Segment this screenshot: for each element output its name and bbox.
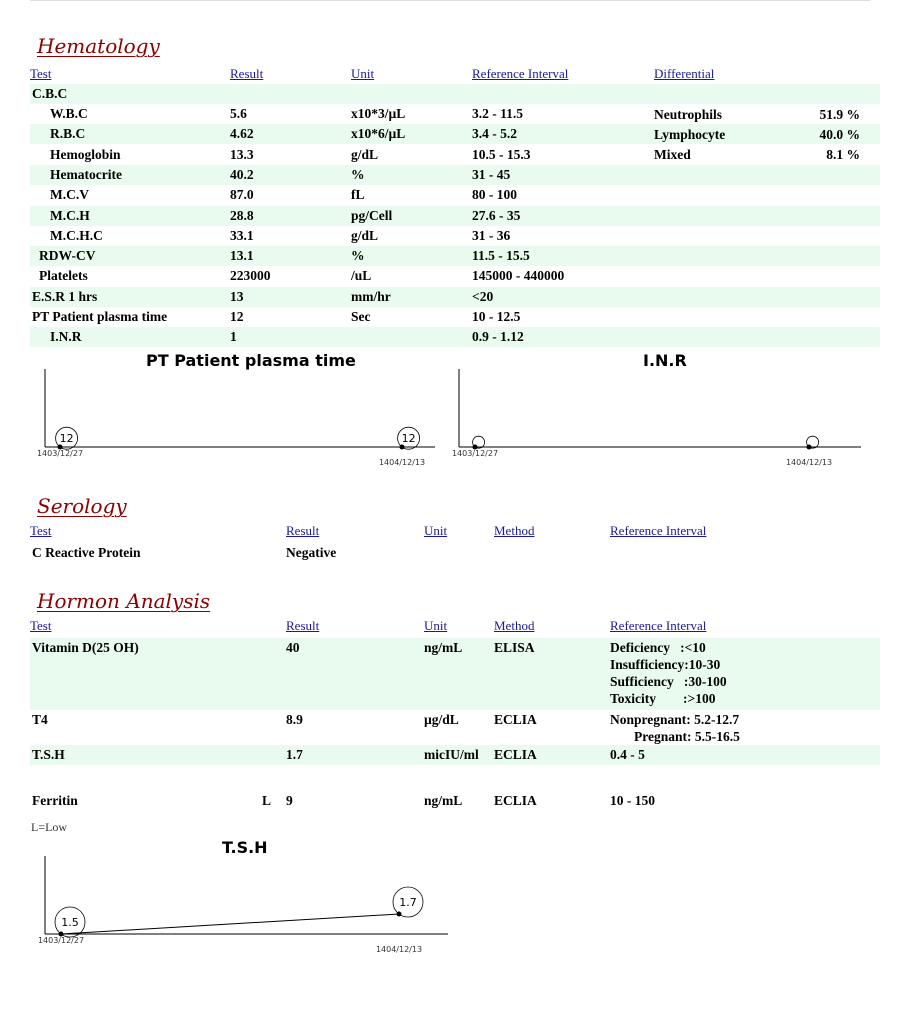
test-name: M.C.V [50, 187, 89, 203]
x-tick-label: 1404/12/13 [375, 945, 423, 954]
table-row [30, 266, 880, 286]
table-row-vitamin-d [30, 638, 880, 710]
table-row-tsh [30, 745, 880, 765]
test-result: 1.7 [286, 747, 303, 762]
table-row [30, 124, 880, 144]
table-row [30, 246, 880, 266]
test-result: 9 [286, 793, 293, 808]
test-name: R.B.C [50, 126, 86, 142]
table-row [30, 226, 880, 246]
x-tick-label: 1403/12/27 [37, 936, 85, 945]
test-unit: fL [351, 187, 365, 203]
test-result: 40 [286, 640, 300, 655]
test-method: ECLIA [494, 712, 537, 727]
reference-range: 31 - 36 [472, 227, 511, 243]
test-method: ECLIA [494, 793, 537, 808]
reference-line: Deficiency :<10 [610, 640, 706, 655]
chart-tsh [30, 853, 460, 963]
reference-range: 11.5 - 15.5 [472, 248, 530, 264]
data-label: 12 [59, 432, 74, 446]
test-result: 33.1 [230, 227, 254, 243]
table-row [30, 145, 880, 165]
data-label: 1.5 [61, 916, 79, 929]
header-test: Test [30, 523, 52, 538]
test-name: T4 [32, 712, 48, 727]
x-tick-label: 1403/12/27 [36, 449, 84, 458]
test-name: Hemoglobin [50, 146, 121, 162]
table-row [30, 307, 880, 327]
differential-name: Mixed [654, 147, 691, 162]
test-result: 87.0 [230, 187, 254, 203]
table-row [30, 165, 880, 185]
header-result: Result [230, 66, 264, 81]
reference-range: 145000 - 440000 [472, 268, 565, 284]
hematology-title: Hematology [37, 34, 160, 58]
reference-range: 10 - 12.5 [472, 309, 521, 324]
hormone-title: Hormon Analysis [37, 589, 211, 613]
table-row [30, 327, 880, 347]
test-unit: x10*6/µL [351, 126, 406, 142]
test-result: 13 [230, 288, 244, 304]
test-name: Platelets [39, 268, 88, 284]
differential-value: 51.9 % [819, 107, 860, 122]
top-rule [30, 0, 870, 1]
cbc-group-row [30, 84, 880, 104]
header-test: Test [30, 66, 52, 81]
reference-range: 3.2 - 11.5 [472, 106, 524, 121]
data-label: 12 [401, 432, 416, 446]
header-differential: Differential [654, 66, 715, 81]
chart-pt [30, 366, 440, 476]
test-name: Ferritin [32, 793, 78, 808]
test-unit: µg/dL [424, 712, 459, 727]
test-name: PT Patient plasma time [32, 309, 168, 324]
differential-name: Lymphocyte [654, 127, 726, 142]
table-row [30, 543, 880, 563]
test-name: T.S.H [32, 747, 65, 762]
table-row [30, 185, 880, 205]
table-row-ferritin [30, 791, 880, 811]
reference-range: 31 - 45 [472, 166, 511, 182]
cbc-group-label: C.B.C [32, 86, 68, 101]
header-method: Method [494, 618, 535, 633]
chart-pt-title: PT Patient plasma time [146, 351, 356, 370]
table-row-t4 [30, 710, 880, 746]
test-name: M.C.H.C [50, 227, 103, 243]
reference-line: Insufficiency:10-30 [610, 657, 721, 672]
test-method: ECLIA [494, 747, 537, 762]
test-name: RDW-CV [39, 248, 96, 264]
data-label: 1.7 [399, 896, 417, 909]
reference-line: Pregnant: 5.5-16.5 [634, 729, 740, 744]
test-result: 4.62 [230, 126, 254, 142]
chart-inr-title: I.N.R [643, 351, 687, 370]
header-reference: Reference Interval [610, 618, 707, 633]
test-unit: micIU/ml [424, 747, 479, 762]
test-unit: ng/mL [424, 793, 463, 808]
reference-range: 3.4 - 5.2 [472, 126, 517, 142]
test-unit: % [351, 248, 365, 264]
test-unit: x10*3/µL [351, 106, 406, 121]
header-unit: Unit [351, 66, 375, 81]
data-bubble [807, 436, 819, 448]
test-result: 40.2 [230, 166, 254, 182]
header-result: Result [286, 523, 320, 538]
header-test: Test [30, 618, 52, 633]
serology-title: Serology [37, 494, 127, 518]
reference-range: 10.5 - 15.3 [472, 146, 531, 162]
test-name: W.B.C [50, 106, 88, 121]
header-reference: Reference Interval [610, 523, 707, 538]
test-name: Vitamin D(25 OH) [32, 640, 139, 655]
test-name: Hematocrite [50, 166, 122, 182]
test-unit: g/dL [351, 146, 379, 162]
reference-range: <20 [472, 288, 494, 304]
header-unit: Unit [424, 618, 448, 633]
x-tick-label: 1404/12/13 [785, 458, 833, 467]
test-result: 8.9 [286, 712, 303, 727]
flag-legend: L=Low [31, 820, 68, 834]
x-tick-label: 1404/12/13 [378, 458, 426, 467]
table-row [30, 287, 880, 307]
test-method: ELISA [494, 640, 535, 655]
low-flag: L [262, 793, 272, 808]
test-unit: Sec [351, 309, 371, 324]
reference-line: Sufficiency :30-100 [610, 674, 727, 689]
header-unit: Unit [424, 523, 448, 538]
header-result: Result [286, 618, 320, 633]
chart-tsh-title: T.S.H [222, 838, 268, 857]
test-name: I.N.R [50, 329, 82, 345]
test-result: 1 [230, 329, 237, 345]
series-line [61, 914, 399, 934]
test-name: M.C.H [50, 207, 90, 223]
test-result: 5.6 [230, 106, 247, 121]
data-bubble [473, 436, 485, 448]
test-result: 13.3 [230, 146, 254, 162]
reference-range: 27.6 - 35 [472, 207, 521, 223]
test-result: 28.8 [230, 207, 254, 223]
test-result: 12 [230, 309, 244, 324]
table-row [30, 104, 880, 124]
reference-range: 10 - 150 [610, 793, 655, 808]
test-name: E.S.R 1 hrs [32, 288, 98, 304]
test-unit: % [351, 166, 365, 182]
test-result: 223000 [230, 268, 271, 284]
reference-range: 0.9 - 1.12 [472, 329, 524, 345]
reference-range: 80 - 100 [472, 187, 517, 203]
test-unit: pg/Cell [351, 207, 393, 223]
x-tick-label: 1403/12/27 [451, 449, 499, 458]
differential-name: Neutrophils [654, 107, 723, 122]
test-unit: ng/mL [424, 640, 463, 655]
test-unit: g/dL [351, 227, 379, 243]
test-result: Negative [286, 545, 337, 560]
reference-range: 0.4 - 5 [610, 747, 645, 762]
header-method: Method [494, 523, 535, 538]
test-unit: mm/hr [351, 288, 391, 304]
chart-inr [445, 366, 865, 476]
table-row [30, 206, 880, 226]
reference-line: Nonpregnant: 5.2-12.7 [610, 712, 740, 727]
test-result: 13.1 [230, 248, 254, 264]
differential-value: 8.1 % [826, 147, 860, 162]
test-unit: /uL [351, 268, 372, 284]
test-name: C Reactive Protein [32, 545, 141, 560]
differential-value: 40.0 % [819, 127, 860, 142]
header-reference: Reference Interval [472, 66, 569, 81]
reference-line: Toxicity :>100 [610, 691, 716, 706]
